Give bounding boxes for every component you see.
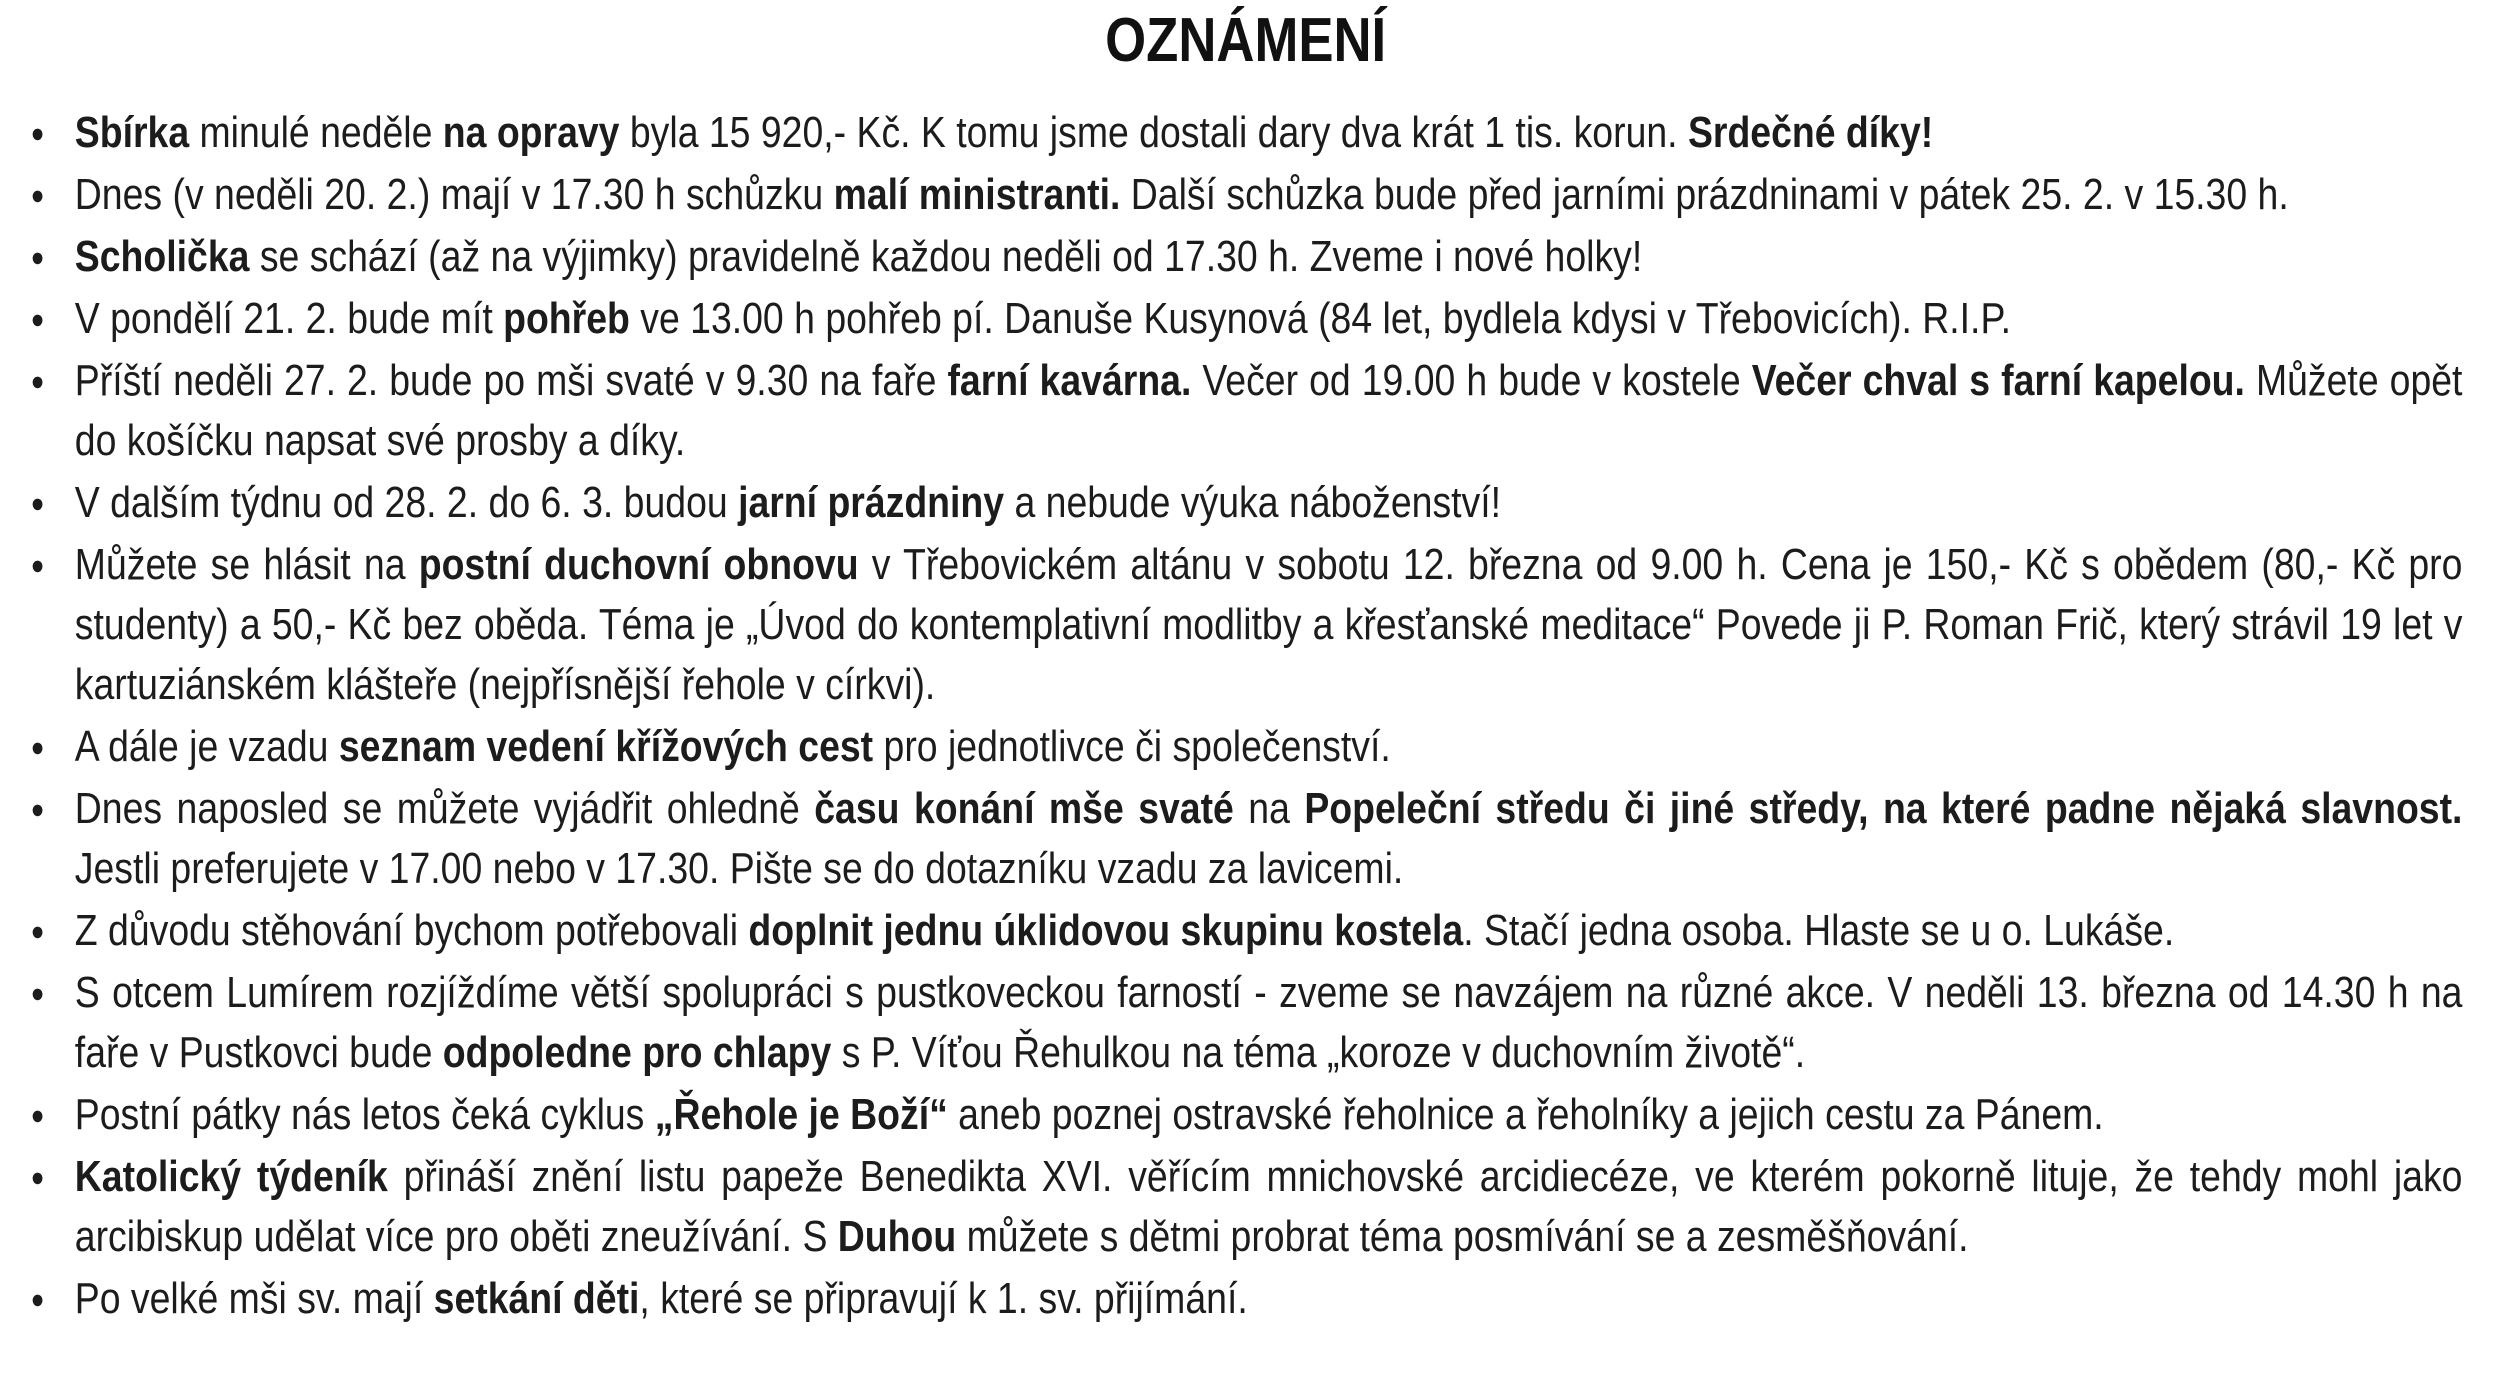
text-run: v Třebovickém altánu v sobotu 12. března od 9.00 h. Cena je 150,- Kč s obědem (80,- Kč pro studenty) a 50,- Kč bez oběda. Téma je „Úvod do kontemplativní modlitby a křesťanské meditace“ Povede ji P. Roman Frič, který strávil 19 let v kartuziánském klášteře (nejpřísnější řehole v církvi). (74, 540, 2463, 710)
text-run-bold: doplnit jednu úklidovou skupinu kostela (748, 906, 1464, 956)
bullet-dot-icon: ● (30, 1284, 45, 1315)
text-run: minulé neděle (189, 108, 443, 158)
text-run: Jestli preferujete v 17.00 nebo v 17.30. Pište se do dotazníku vzadu za lavicemi. (74, 844, 1404, 894)
list-item (29, 779, 2463, 899)
list-item (29, 473, 2463, 533)
list-item (29, 963, 2463, 1083)
text-run: Dnes naposled se můžete vyjádřit ohledně (74, 784, 815, 834)
announcement-text (75, 1090, 2104, 1139)
list-item (29, 717, 2463, 777)
list-item (29, 1269, 2463, 1329)
bullet-dot-icon: ● (30, 916, 45, 947)
text-run-bold: seznam vedení křížových cest (338, 722, 874, 772)
text-run: V dalším týdnu od 28. 2. do 6. 3. budou (74, 478, 739, 528)
announcement-text (75, 170, 2289, 219)
bullet-dot-icon: ● (30, 304, 45, 335)
bullet-dot-icon: ● (30, 550, 45, 581)
text-run: přináší znění listu papeže Benedikta XVI. věřícím mnichovské arcidiecéze, ve kterém pokorně lituje, že tehdy mohl jako arcibiskup udělat více pro oběti zneužívání. S (74, 1152, 2463, 1262)
list-item (29, 535, 2463, 715)
bullet-dot-icon: ● (30, 732, 45, 763)
text-run: s P. Víťou Řehulkou na téma „koroze v duchovním životě“. (831, 1028, 1806, 1078)
text-run: Po velké mši sv. mají (74, 1274, 434, 1324)
text-run: byla 15 920,- Kč. K tomu jsme dostali dary dva krát 1 tis. korun. (619, 108, 1688, 158)
text-run-bold: Katolický týdeník (74, 1152, 388, 1202)
text-run: se schází (až na výjimky) pravidelně každou neděli od 17.30 h. Zveme i nové holky! (249, 232, 1643, 282)
text-run: Dnes (v neděli 20. 2.) mají v 17.30 h schůzku (74, 170, 834, 220)
list-item (29, 165, 2463, 225)
text-run: Postní pátky nás letos čeká cyklus (74, 1090, 655, 1140)
text-run: Můžete se hlásit na (74, 540, 419, 590)
text-run: S otcem Lumírem rozjíždíme větší spolupráci s pustkoveckou farností - zveme se navzájem na různé akce. V neděli 13. března od 14.30 h na faře v Pustkovci bude (74, 968, 2463, 1078)
announcement-text (75, 784, 2463, 893)
list-item (29, 901, 2463, 961)
text-run: Můžete opět do košíčku napsat své prosby a díky. (74, 356, 2463, 466)
announcement-text (75, 108, 1933, 157)
text-run: A dále je vzadu (74, 722, 339, 772)
bullet-dot-icon: ● (30, 118, 45, 149)
text-run-bold: pohřeb (503, 294, 630, 344)
list-item (29, 1085, 2463, 1145)
text-run-bold: Sbírka (74, 108, 190, 158)
text-run-bold: postní duchovní obnovu (418, 540, 859, 590)
announcement-text (75, 356, 2463, 465)
text-run: Z důvodu stěhování bychom potřebovali (74, 906, 749, 956)
bullet-dot-icon: ● (30, 366, 45, 397)
text-run-bold: Popeleční středu či jiné středy, na které padne nějaká slavnost. (1304, 784, 2463, 834)
text-run-bold: setkání děti (433, 1274, 640, 1324)
announcement-text (75, 1274, 1248, 1323)
bullet-dot-icon: ● (30, 1162, 45, 1193)
text-run: . Stačí jedna osoba. Hlaste se u o. Lukáše. (1463, 906, 2175, 956)
bullet-dot-icon: ● (30, 488, 45, 519)
bullet-dot-icon: ● (30, 1100, 45, 1131)
announcement-text (75, 294, 2011, 343)
text-run: pro jednotlivce či společenství. (873, 722, 1391, 772)
text-run: Večer od 19.00 h bude v kostele (1191, 356, 1752, 406)
text-run-bold: Duhou (837, 1212, 957, 1262)
announcement-list (29, 103, 2463, 1329)
announcement-text (75, 968, 2463, 1077)
bullet-dot-icon: ● (30, 242, 45, 273)
text-run: Další schůzka bude před jarními prázdninami v pátek 25. 2. v 15.30 h. (1120, 170, 2289, 220)
text-run: můžete s dětmi probrat téma posmívání se a zesměšňování. (956, 1212, 1969, 1262)
text-run-bold: malí ministranti. (833, 170, 1121, 220)
announcement-text (75, 232, 1642, 281)
announcement-text (75, 722, 1391, 771)
text-run: aneb poznej ostravské řeholnice a řeholníky a jejich cestu za Pánem. (947, 1090, 2104, 1140)
list-item (29, 227, 2463, 287)
announcement-text (75, 540, 2463, 709)
announcement-text (75, 1152, 2463, 1261)
text-run: Příští neděli 27. 2. bude po mši svaté v 9.30 na faře (74, 356, 948, 406)
text-run: , které se připravují k 1. sv. přijímání. (639, 1274, 1248, 1324)
text-run-bold: času konání mše svaté (814, 784, 1234, 834)
text-run-bold: „Řehole je Boží“ (654, 1090, 948, 1140)
bullet-dot-icon: ● (30, 794, 45, 825)
text-run: ve 13.00 h pohřeb pí. Danuše Kusynová (84 let, bydlela kdysi v Třebovicích). R.I.P. (629, 294, 2011, 344)
text-run-bold: Večer chval s farní kapelou. (1751, 356, 2245, 406)
text-run: a nebude výuka náboženství! (1004, 478, 1502, 528)
text-run-bold: farní kavárna. (947, 356, 1192, 406)
text-run-bold: na opravy (442, 108, 620, 158)
text-run-bold: Scholička (74, 232, 250, 282)
bullet-dot-icon: ● (30, 978, 45, 1009)
list-item (29, 103, 2463, 163)
page-title: OZNÁMENÍ (1105, 6, 1387, 75)
list-item (29, 351, 2463, 471)
text-run-bold: odpoledne pro chlapy (442, 1028, 832, 1078)
text-run-bold: Srdečné díky! (1687, 108, 1934, 158)
list-item (29, 1147, 2463, 1267)
announcement-text (75, 906, 2174, 955)
announcement-text (75, 478, 1501, 527)
text-run-bold: jarní prázdniny (738, 478, 1005, 528)
bullet-dot-icon: ● (30, 180, 45, 211)
list-item (29, 289, 2463, 349)
text-run: V pondělí 21. 2. bude mít (74, 294, 504, 344)
text-run: na (1233, 784, 1305, 834)
